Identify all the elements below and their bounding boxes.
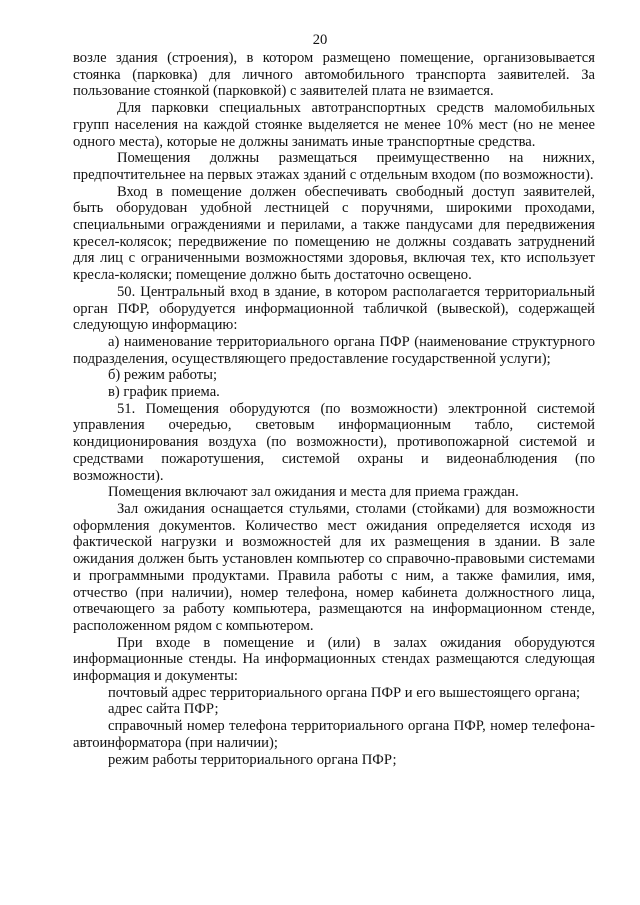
- list-item-a: а) наименование территориального органа ПФР (наименование структурного подразделения, осуществляющего предоставление государственной услуги);: [73, 333, 595, 367]
- paragraph-waiting-hall-intro: Помещения включают зал ожидания и места для приема граждан.: [108, 484, 519, 501]
- list-item-postal-address: почтовый адрес территориального органа ПФР и его вышестоящего органа;: [108, 684, 581, 701]
- paragraph-premises-floors: Помещения должны размещаться преимущественно на нижних, предпочтительнее на первых этажах зданий с отдельным входом (по возможности).: [73, 150, 595, 183]
- document-body: [73, 50, 595, 768]
- paragraph-item-50: 50. Центральный вход в здание, в котором располагается территориальный орган ПФР, оборудуется информационной табличкой (вывеской), содержащей следующую информацию:: [73, 283, 595, 334]
- paragraph-entrance-access: Вход в помещение должен обеспечивать свободный доступ заявителей, быть оборудован удобной лестницей с поручнями, широкими проходами, специальными ограждениями и перилами, а также пандусами для передвижения кресел-колясок; передвижение по помещению не должны создавать затруднений для лиц с ограниченными возможностями здоровья, включая тех, кто использует кресла-коляски; помещение должно быть достаточно освещено.: [73, 183, 595, 284]
- list-item-phone: справочный номер телефона территориального органа ПФР, номер телефона-автоинформатора (при наличии);: [73, 718, 595, 751]
- list-item-b: б) режим работы;: [108, 367, 218, 384]
- list-item-work-schedule: режим работы территориального органа ПФР;: [108, 751, 397, 768]
- page-number: 20: [312, 32, 328, 48]
- list-item-website: адрес сайта ПФР;: [108, 701, 219, 718]
- paragraph-disabled-parking: Для парковки специальных автотранспортных средств маломобильных групп населения на каждой стоянке выделяется не менее 10% мест (но не менее одного места), которые не должны занимать иные транспортные средства.: [73, 100, 595, 150]
- list-item-v: в) график приема.: [108, 384, 220, 401]
- paragraph-info-stands: При входе в помещение и (или) в залах ожидания оборудуются информационные стенды. На информационных стендах размещаются следующая информация и документы:: [73, 634, 595, 685]
- paragraph-item-51: 51. Помещения оборудуются (по возможности) электронной системой управления очередью, световым информационным табло, системой кондиционирования воздуха (по возможности), противопожарной системой и средствами пожаротушения, системой охраны и видеонаблюдения (по возможности).: [73, 400, 595, 484]
- paragraph-parking-continuation: возле здания (строения), в котором размещено помещение, организовывается стоянка (парковка) для личного автомобильного транспорта заявителей. За пользование стоянкой (парковкой) с заявителей плата не взимается.: [73, 50, 595, 100]
- paragraph-waiting-hall-equipment: Зал ожидания оснащается стульями, столами (стойками) для возможности оформления документов. Количество мест ожидания определяется исходя из фактической нагрузки и возможностей для их размещения в здании. В зале ожидания должен быть установлен компьютер со справочно-правовыми системами и программными продуктами. Правила работы с ним, а также фамилия, имя, отчество (при наличии), номер телефона, номер кабинета должностного лица, отвечающего за работу компьютера, размещаются на информационном стенде, расположенном рядом с компьютером.: [73, 500, 595, 634]
